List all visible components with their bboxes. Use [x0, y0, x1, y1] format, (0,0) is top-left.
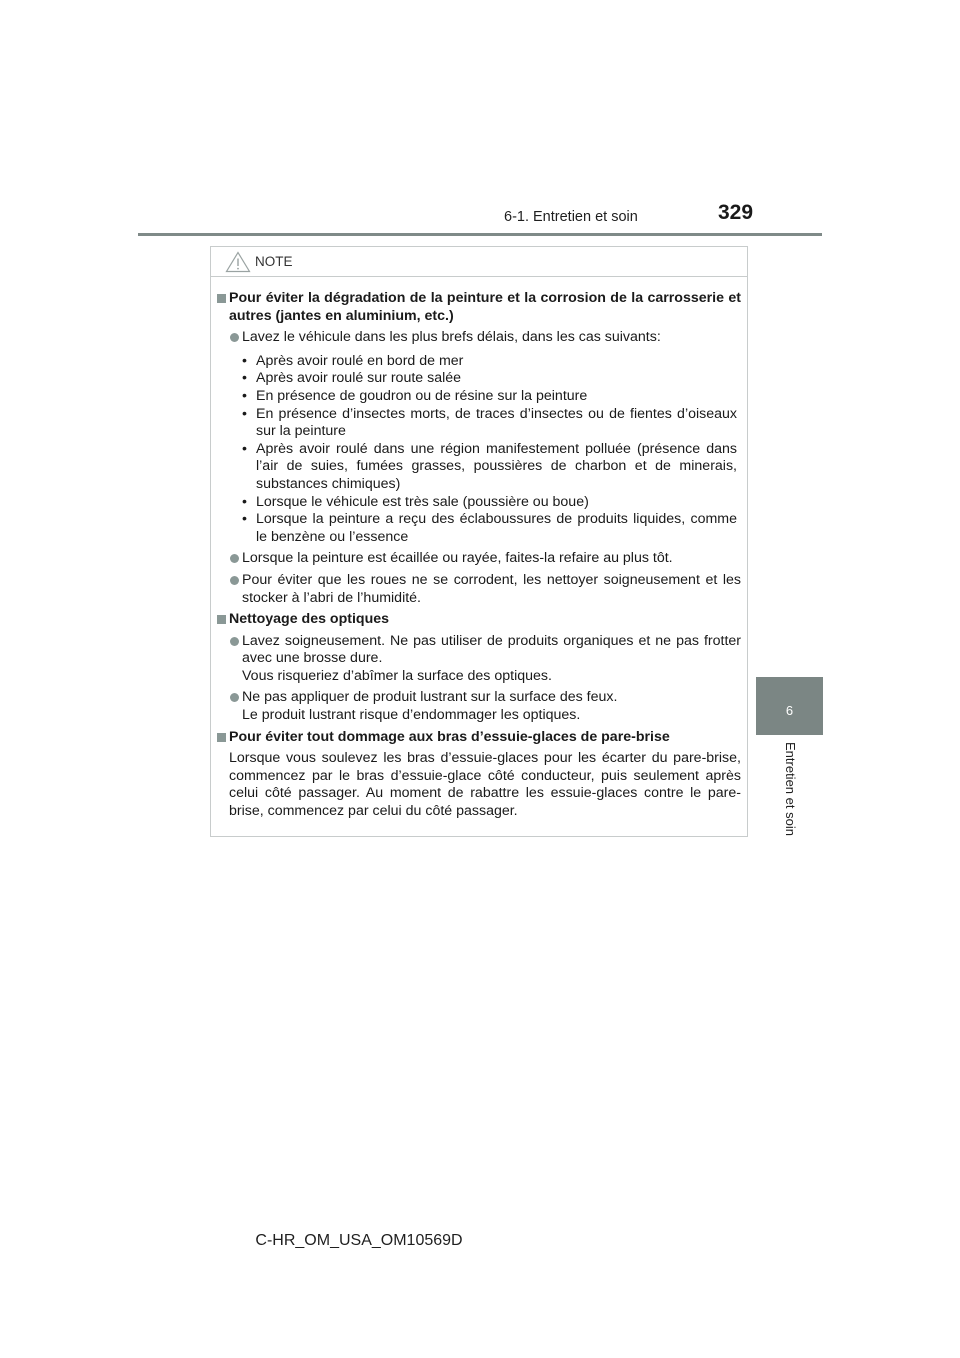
- list-item: [217, 441, 741, 494]
- dot-bullet: •: [242, 440, 247, 457]
- section-heading-wipers: [217, 729, 741, 747]
- list-item: [217, 406, 741, 441]
- dot-bullet: •: [242, 387, 247, 404]
- dot-bullet: •: [242, 493, 247, 510]
- page-number: 329: [718, 201, 754, 224]
- document-code-text: C-HR_OM_USA_OM10569D: [255, 1232, 463, 1249]
- chapter-number: 6: [785, 703, 794, 718]
- section-heading-text: Nettoyage des optiques: [229, 611, 390, 628]
- dot-bullet: •: [242, 352, 247, 369]
- list-item-text: Lorsque le véhicule est très sale (poussière ou boue): [256, 493, 589, 510]
- list-item-text: Lorsque la peinture a reçu des éclaboussures de produits liquides, comme le benzène ou l’essence: [256, 511, 737, 545]
- point-text: Pour éviter que les roues ne se corrodent, les nettoyer soigneusement et les stocker à l’abri de l’humidité.: [242, 571, 741, 606]
- circle-bullet-icon: [230, 693, 239, 702]
- wiper-paragraph: Lorsque vous soulevez les bras d’essuie-glaces pour les écarter du pare-brise, commencez par le bras d’essuie-glace côté conducteur, puis seulement après celui côté passager. Au moment de rabattre les essuie-glaces contre le pare-brise, commencez par celui du côté passager.: [229, 750, 741, 820]
- list-item-text: Après avoir roulé en bord de mer: [256, 352, 464, 369]
- list-item: [217, 370, 741, 388]
- list-item-text: Après avoir roulé sur route salée: [256, 370, 462, 387]
- list-item-text: En présence d’insectes morts, de traces d’insectes ou de fientes d’oiseaux sur la peinture: [256, 405, 737, 440]
- square-bullet-icon: [217, 615, 226, 624]
- bullet-list: [217, 353, 741, 547]
- circle-bullet-icon: [230, 576, 239, 585]
- circle-bullet-icon: [230, 333, 239, 342]
- list-item: [217, 494, 741, 512]
- point-item: [217, 329, 741, 347]
- point-text: Le produit lustrant risque d’endommager les optiques.: [242, 707, 581, 724]
- point-item: [217, 572, 741, 607]
- square-bullet-icon: [217, 733, 226, 742]
- section-heading-text: Pour éviter tout dommage aux bras d’essuie-glaces de pare-brise: [229, 728, 670, 745]
- circle-bullet-icon: [230, 554, 239, 563]
- note-box: [210, 246, 748, 837]
- point-text: Ne pas appliquer de produit lustrant sur la surface des feux.: [242, 689, 618, 706]
- section-heading-paint-corrosion: [217, 290, 741, 325]
- dot-bullet: •: [242, 405, 247, 422]
- header-section-title: 6-1. Entretien et soin: [504, 209, 638, 225]
- circle-bullet-icon: [230, 637, 239, 646]
- note-label: NOTE: [255, 254, 293, 269]
- point-item: [217, 550, 741, 568]
- list-item-text: En présence de goudron ou de résine sur la peinture: [256, 387, 588, 404]
- dot-bullet: •: [242, 370, 247, 387]
- section-heading-optics: [217, 611, 741, 629]
- note-body: [217, 290, 741, 821]
- chapter-title: Entretien et soin: [783, 742, 798, 836]
- point-text: Lorsque la peinture est écaillée ou rayée, faites-la refaire au plus tôt.: [242, 550, 673, 567]
- document-code: [0, 1232, 960, 1250]
- point-text: Lavez soigneusement. Ne pas utiliser de produits organiques et ne pas frotter avec une brosse dure.: [242, 632, 741, 667]
- list-item-text: Après avoir roulé dans une région manifestement polluée (présence dans l’air de suies, fumées grasses, poussières de charbon et de minerais, substances chimiques): [256, 440, 737, 492]
- point-item: [217, 689, 741, 724]
- header-rule: [138, 233, 822, 236]
- chapter-tab: [756, 677, 823, 735]
- square-bullet-icon: [217, 294, 226, 303]
- list-item: [217, 353, 741, 371]
- point-text: Lavez le véhicule dans les plus brefs délais, dans les cas suivants:: [242, 329, 661, 346]
- warning-triangle-icon: [225, 251, 251, 273]
- list-item: [217, 388, 741, 406]
- section-heading-text: Pour éviter la dégradation de la peinture et la corrosion de la carrosserie et autres (jantes en aluminium, etc.): [229, 290, 741, 324]
- list-item: [217, 511, 741, 546]
- point-text: Vous risqueriez d’abîmer la surface des optiques.: [242, 667, 552, 684]
- note-header: [211, 247, 747, 277]
- point-item: [217, 633, 741, 686]
- dot-bullet: •: [242, 511, 247, 528]
